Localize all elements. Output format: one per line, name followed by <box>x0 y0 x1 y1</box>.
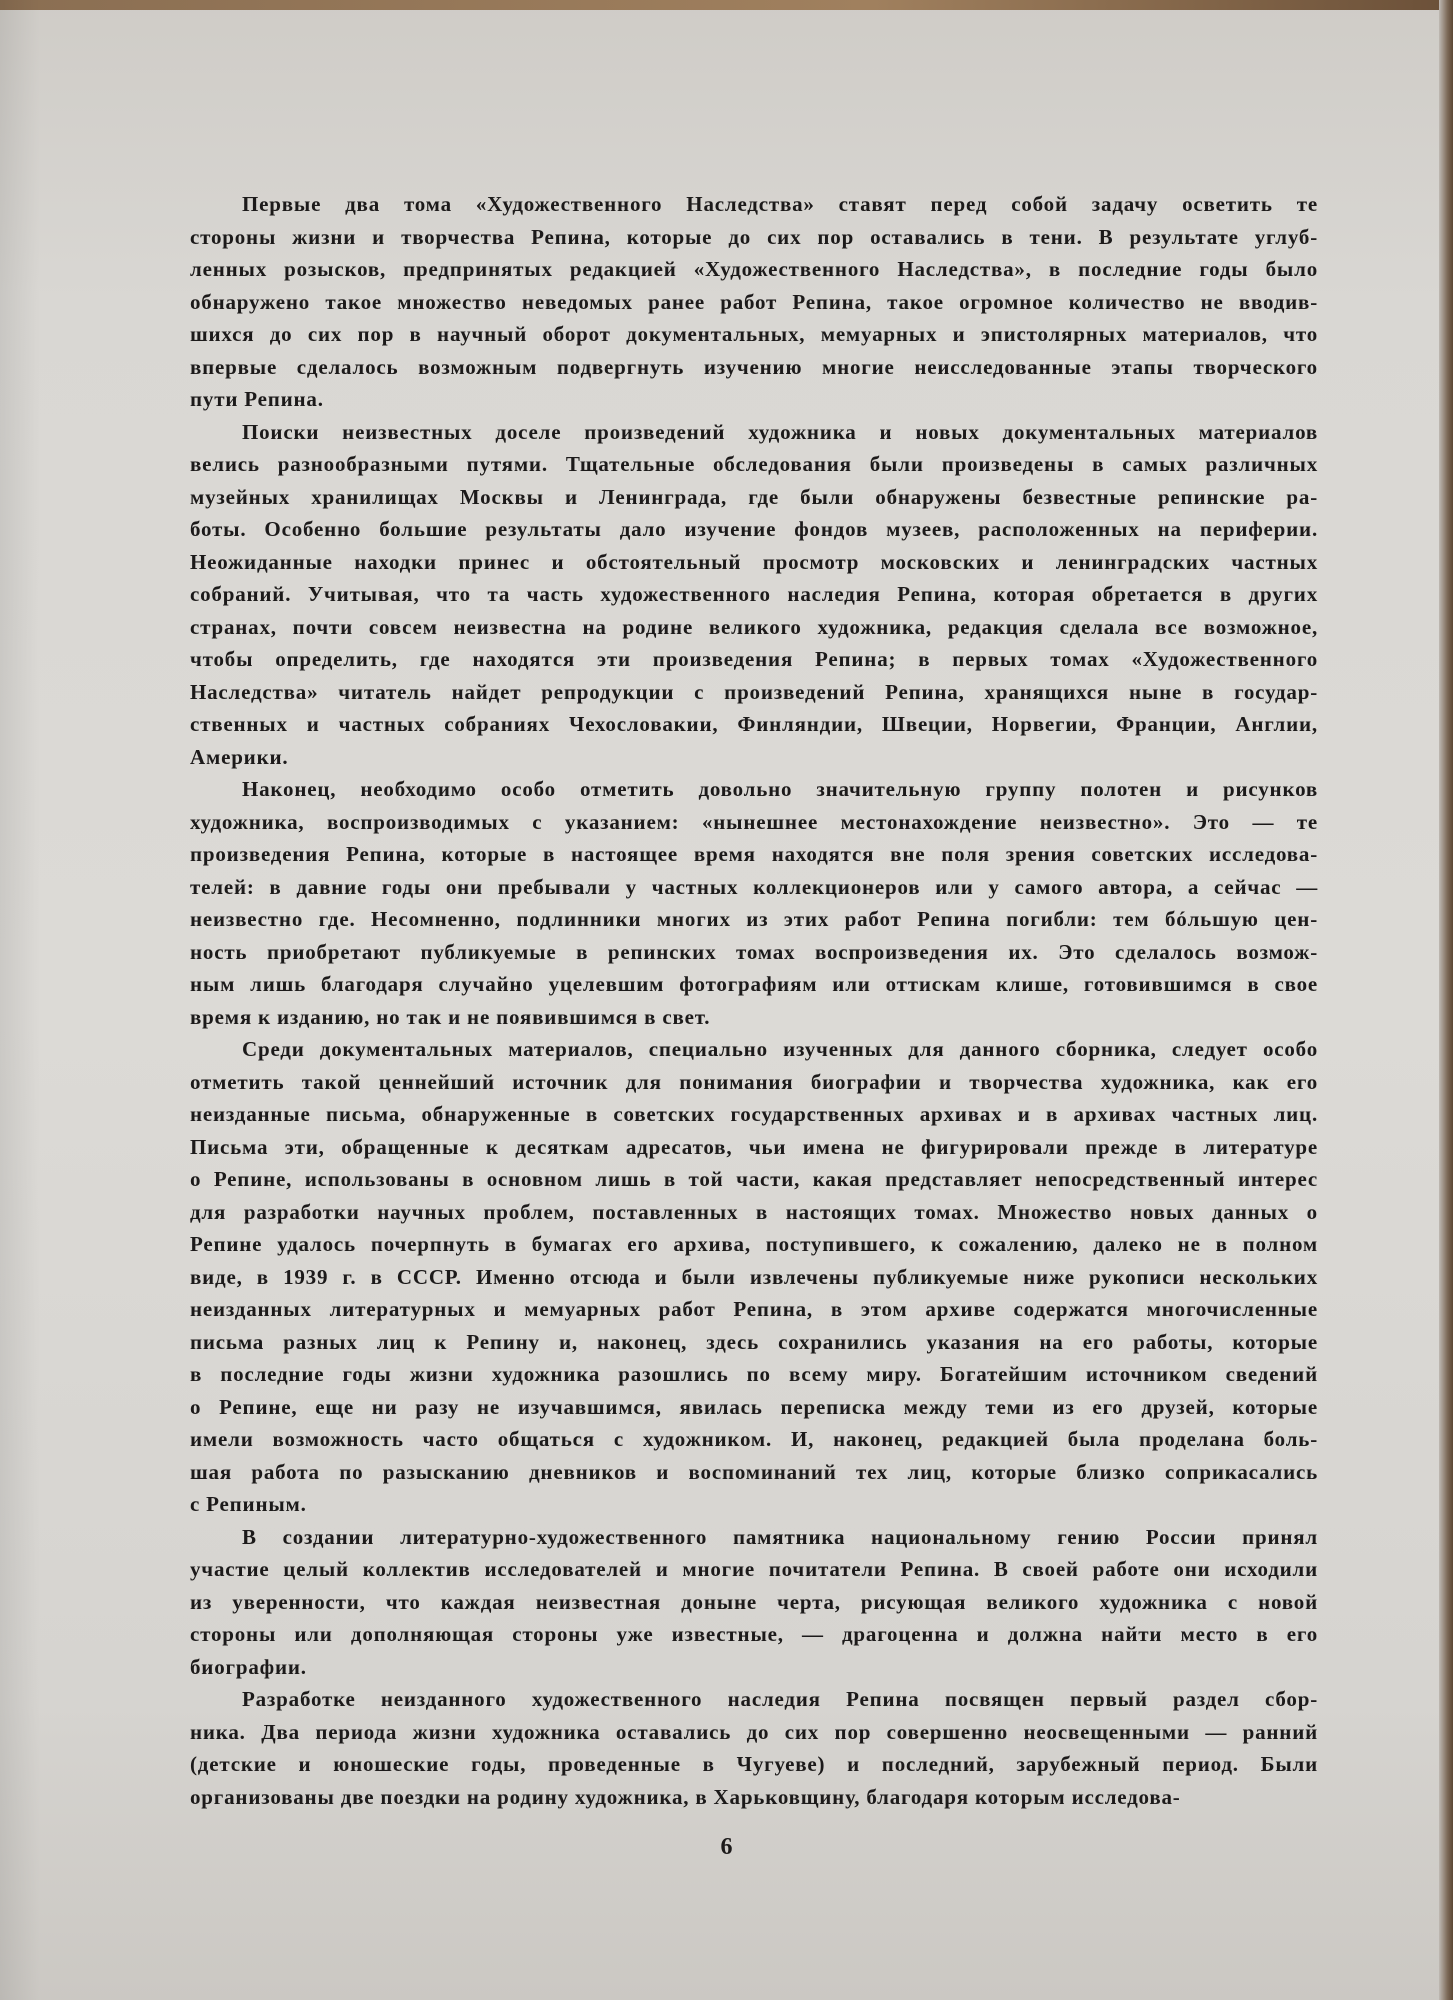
text-line: отметить такой ценнейший источник для понимания биографии и творчества художника, как его <box>190 1069 1318 1094</box>
body-text <box>190 188 1318 1813</box>
text-line: ственных и частных собраниях Чехословакии, Финляндии, Швеции, Норвегии, Франции, Англии, <box>190 712 1318 736</box>
text-line: шихся до сих пор в научный оборот документальных, мемуарных и эпистолярных материалов, что <box>190 322 1318 346</box>
text-line: стороны жизни и творчества Репина, которые до сих пор оставались в тени. В результате углуб- <box>190 224 1318 249</box>
text-line: в последние годы жизни художника разошлись по всему миру. Богатейшим источником сведений <box>190 1362 1318 1386</box>
text-line: Письма эти, обращенные к десяткам адресатов, чьи имена не фигурировали прежде в литературе <box>190 1134 1318 1159</box>
text-line: Наследства» читатель найдет репродукции с произведений Репина, хранящихся ныне в государ- <box>190 679 1318 704</box>
text-line: неизданных литературных и мемуарных работ Репина, в этом архиве содержатся многочисленные <box>190 1297 1318 1321</box>
text-line: Наконец, необходимо особо отметить довольно значительную группу полотен и рисунков <box>242 777 1318 801</box>
text-line: велись разнообразными путями. Тщательные обследования были произведены в самых различных <box>190 452 1318 476</box>
text-line: о Репине, еще ни разу не изучавшимся, явилась переписка между теми из его друзей, которые <box>190 1394 1318 1419</box>
text-line: с Репиным. <box>190 1492 307 1516</box>
text-line: виде, в 1939 г. в СССР. Именно отсюда и были извлечены публикуемые ниже рукописи нескольких <box>190 1264 1318 1289</box>
text-line: из уверенности, что каждая неизвестная доныне черта, рисующая великого художника с новой <box>190 1589 1318 1614</box>
text-line: странах, почти совсем неизвестна на родине великого художника, редакция сделала все возможное, <box>190 614 1318 639</box>
text-line: биографии. <box>190 1654 307 1679</box>
book-binding-edge <box>0 0 1453 10</box>
text-line: В создании литературно-художественного памятника национальному гению России принял <box>242 1524 1318 1549</box>
text-line: телей: в давние годы они пребывали у частных коллекционеров или у самого автора, а сейчас — <box>190 874 1318 899</box>
text-line: организованы две поездки на родину художника, в Харьковщину, благодаря которым исследова- <box>190 1784 1181 1809</box>
text-line: Поиски неизвестных доселе произведений художника и новых документальных материалов <box>242 419 1318 444</box>
text-line: боты. Особенно большие результаты дало изучение фондов музеев, расположенных на периферии. <box>190 517 1318 541</box>
text-line: Неожиданные находки принес и обстоятельный просмотр московских и ленинградских частных <box>190 549 1318 574</box>
text-line: Америки. <box>190 744 289 769</box>
text-line: ника. Два периода жизни художника оставались до сих пор совершенно неосвещенными — ранний <box>190 1719 1318 1744</box>
paragraph <box>190 1683 1318 1813</box>
text-line: ность приобретают публикуемые в репинских томах воспроизведения их. Это сделалось возмож- <box>190 939 1318 964</box>
text-line: стороны или дополняющая стороны уже известные, — драгоценна и должна найти место в его <box>190 1622 1318 1646</box>
text-line: Репине удалось почерпнуть в бумагах его архива, поступившего, к сожалению, далеко не в полном <box>190 1232 1318 1256</box>
text-line: обнаружено такое множество неведомых ранее работ Репина, такое огромное количество не вводив- <box>190 289 1318 314</box>
text-line: неизданные письма, обнаруженные в советских государственных архивах и в архивах частных лиц. <box>190 1102 1318 1126</box>
text-line: музейных хранилищах Москвы и Ленинграда, где были обнаружены безвестные репинские ра- <box>190 484 1318 509</box>
paragraph <box>190 188 1318 416</box>
book-page-edge <box>1439 0 1453 2000</box>
text-line: неизвестно где. Несомненно, подлинники многих из этих работ Репина погибли: тем бóльшую цен- <box>190 907 1318 931</box>
text-line: собраний. Учитывая, что та часть художественного наследия Репина, которая обретается в других <box>190 582 1318 606</box>
paragraph <box>190 1033 1318 1521</box>
text-line: (детские и юношеские годы, проведенные в Чугуеве) и последний, зарубежный период. Были <box>190 1752 1318 1776</box>
page-number: 6 <box>720 1834 733 1860</box>
text-line: ленных розысков, предпринятых редакцией «Художественного Наследства», в последние годы было <box>190 257 1318 281</box>
text-line: шая работа по разысканию дневников и воспоминаний тех лиц, которые близко соприкасались <box>190 1459 1318 1484</box>
text-line: участие целый коллектив исследователей и многие почитатели Репина. В своей работе они исходили <box>190 1557 1318 1581</box>
text-line: время к изданию, но так и не появившимся в свет. <box>190 1004 711 1029</box>
text-line: имели возможность часто общаться с художником. И, наконец, редакцией была проделана боль- <box>190 1427 1318 1451</box>
text-line: чтобы определить, где находятся эти произведения Репина; в первых томах «Художественного <box>190 647 1318 671</box>
text-line: ным лишь благодаря случайно уцелевшим фотографиям или оттискам клише, готовившимся в свое <box>190 972 1318 996</box>
text-line: пути Репина. <box>190 387 324 411</box>
text-line: художника, воспроизводимых с указанием: «нынешнее местонахождение неизвестно». Это — те <box>190 809 1318 834</box>
paragraph <box>190 416 1318 774</box>
paragraph <box>190 773 1318 1033</box>
text-line: Первые два тома «Художественного Наследства» ставят перед собой задачу осветить те <box>242 192 1318 216</box>
text-line: для разработки научных проблем, поставленных в настоящих томах. Множество новых данных о <box>190 1199 1318 1224</box>
text-line: о Репине, использованы в основном лишь в той части, какая представляет непосредственный интерес <box>190 1167 1318 1191</box>
page-shadow <box>0 0 40 2000</box>
text-line: впервые сделалось возможным подвергнуть изучению многие неисследованные этапы творческого <box>190 354 1318 379</box>
text-line: письма разных лиц к Репину и, наконец, здесь сохранились указания на его работы, которые <box>190 1329 1318 1354</box>
text-line: Разработке неизданного художественного наследия Репина посвящен первый раздел сбор- <box>242 1687 1318 1711</box>
text-line: Среди документальных материалов, специально изученных для данного сборника, следует особо <box>242 1037 1318 1061</box>
text-line: произведения Репина, которые в настоящее время находятся вне поля зрения советских исследова- <box>190 842 1318 866</box>
paragraph <box>190 1521 1318 1684</box>
